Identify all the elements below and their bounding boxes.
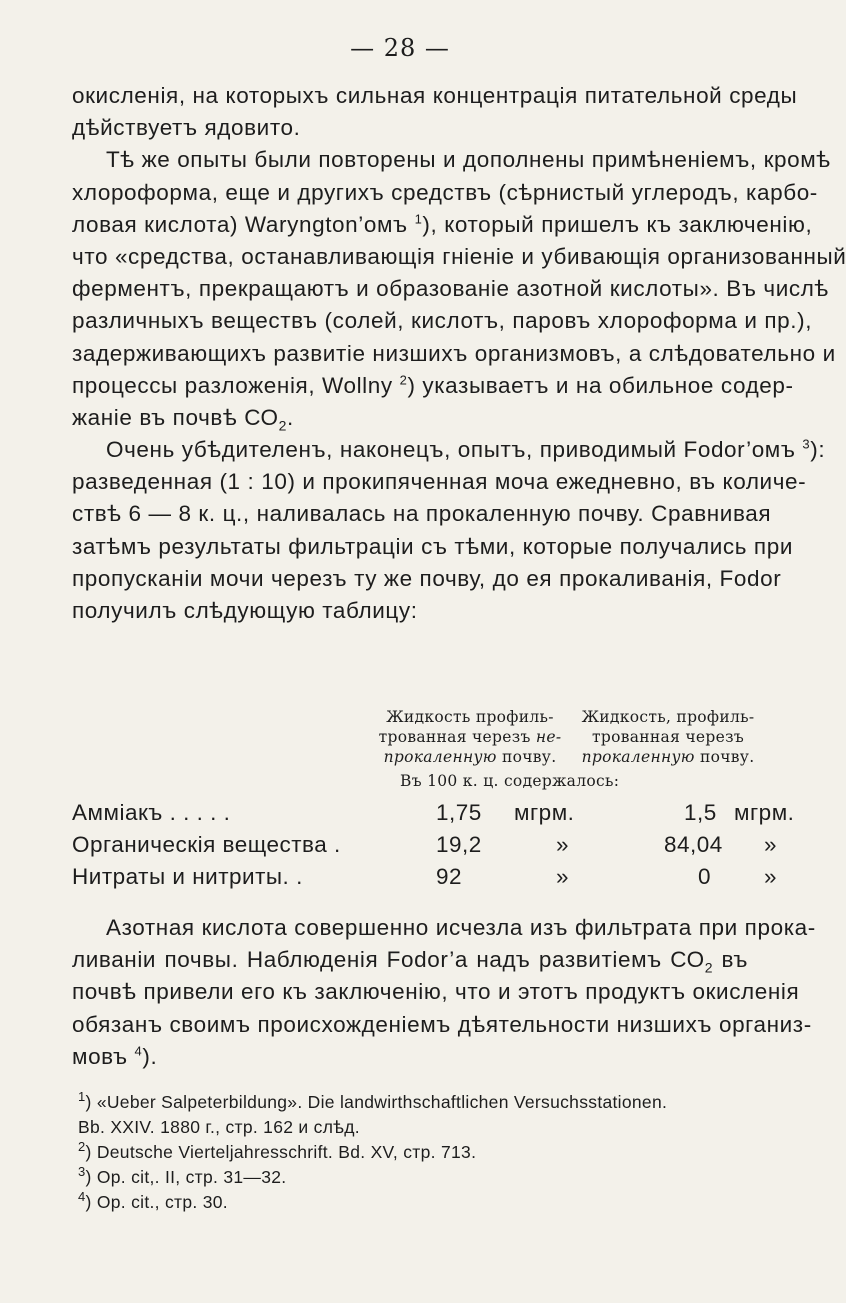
footnote-ref: 1 [414, 211, 423, 227]
paragraph-line: ловая кислота) Warуngton’омъ $^1$), который пришелъ къ заключенію, [72, 211, 813, 237]
footnotes [78, 1090, 758, 1215]
paragraph-line: мовъ $^4$). [72, 1043, 158, 1069]
paragraph-line: обязанъ своимъ происхожденіемъ дѣятельности низшихъ организ- [72, 1011, 812, 1037]
paragraph-line: затѣмъ результаты фильтраціи съ тѣми, которые получались при [72, 533, 793, 559]
paragraph-line: почвѣ привели его къ заключенію, что и этотъ продуктъ окисленія [72, 979, 800, 1005]
footnote-ref: 2 [399, 372, 408, 388]
table-column-header: Жидкость, профиль- трованная черезъ прокаленную почву. [581, 708, 755, 766]
footnote-ref: 3 [802, 436, 811, 452]
table-row: Нитраты и нитриты. . 92 » 0 » [72, 864, 778, 889]
paragraph-line: что «средства, останавливающія гніеніе и убивающія организованный [72, 243, 846, 269]
main-text [72, 80, 846, 627]
paragraph-line: ствѣ 6 — 8 к. ц., наливалась на прокаленную почву. Сравнивая [72, 501, 772, 527]
footnote-ref: 4 [134, 1043, 143, 1059]
paragraph-line: хлороформа, еще и другихъ средствъ (сѣрнистый углеродъ, карбо- [72, 179, 818, 205]
paragraph-line: жаніе въ почвѣ $СО_2$. [72, 404, 294, 434]
paragraph-line: разведенная (1 : 10) и прокипяченная моча ежедневно, въ количе- [72, 469, 807, 495]
footnote: $^1$) «Ueber Salpeterbildung». Die landwirthschaftlichen Versuchsstationen. [78, 1089, 668, 1112]
main-text-continued [72, 912, 816, 1073]
footnote: $^2$) Deutsche Vierteljahresschrift. Bd. XV, стр. 713. [78, 1139, 477, 1162]
paragraph-line: пропусканіи мочи черезъ ту же почву, до ея прокаливанія, Fodor [72, 565, 782, 591]
table-column-header: Жидкость профиль- трованная черезъ не- прокаленную почву. [378, 708, 562, 766]
table-row: Органическія вещества . 19,2 » 84,04 » [72, 832, 778, 857]
paragraph-line: Азотная кислота совершенно исчезла изъ фильтрата при прока- [106, 915, 816, 940]
paragraph-line: процессы разложенія, Wollnу $^2$) указываетъ и на обильное содер- [72, 372, 794, 398]
footnote-continuation: Bb. XXIV. 1880 г., стр. 162 и слѣд. [78, 1117, 360, 1137]
page-number: — 28 — [350, 34, 450, 62]
table-subheader: Въ 100 к. ц. содержалось: [400, 772, 620, 790]
paragraph-line: дѣйствуетъ ядовито. [72, 115, 301, 141]
paragraph-line: Тѣ же опыты были повторены и дополнены примѣненіемъ, кромѣ [106, 147, 831, 173]
paragraph-line: различныхъ веществъ (солей, кислотъ, паровъ хлороформа и пр.), [72, 308, 813, 334]
footnote: $^3$) Op. cit,. II, стр. 31—32. [78, 1164, 287, 1187]
paragraph-line: получилъ слѣдующую таблицу: [72, 598, 418, 623]
paragraph-line: ферментъ, прекращаютъ и образованіе азотной кислоты». Въ числѣ [72, 276, 829, 302]
paragraph-line: задерживающихъ развитіе низшихъ организмовъ, а слѣдовательно и [72, 340, 836, 366]
paragraph-line: ливаніи почвы. Наблюденія Fodor’a надъ развитіемъ $СО_2$ въ [72, 947, 748, 976]
table-row: Амміакъ . . . . . 1,75 мгрм. 1,5 мгрм. [72, 800, 795, 825]
footnote: $^4$) Op. cit., стр. 30. [78, 1189, 228, 1212]
paragraph-line: Очень убѣдителенъ, наконецъ, опытъ, приводимый Fodor’омъ $^3$): [106, 436, 826, 463]
paragraph-line: окисленія, на которыхъ сильная концентрація питательной среды [72, 83, 798, 108]
